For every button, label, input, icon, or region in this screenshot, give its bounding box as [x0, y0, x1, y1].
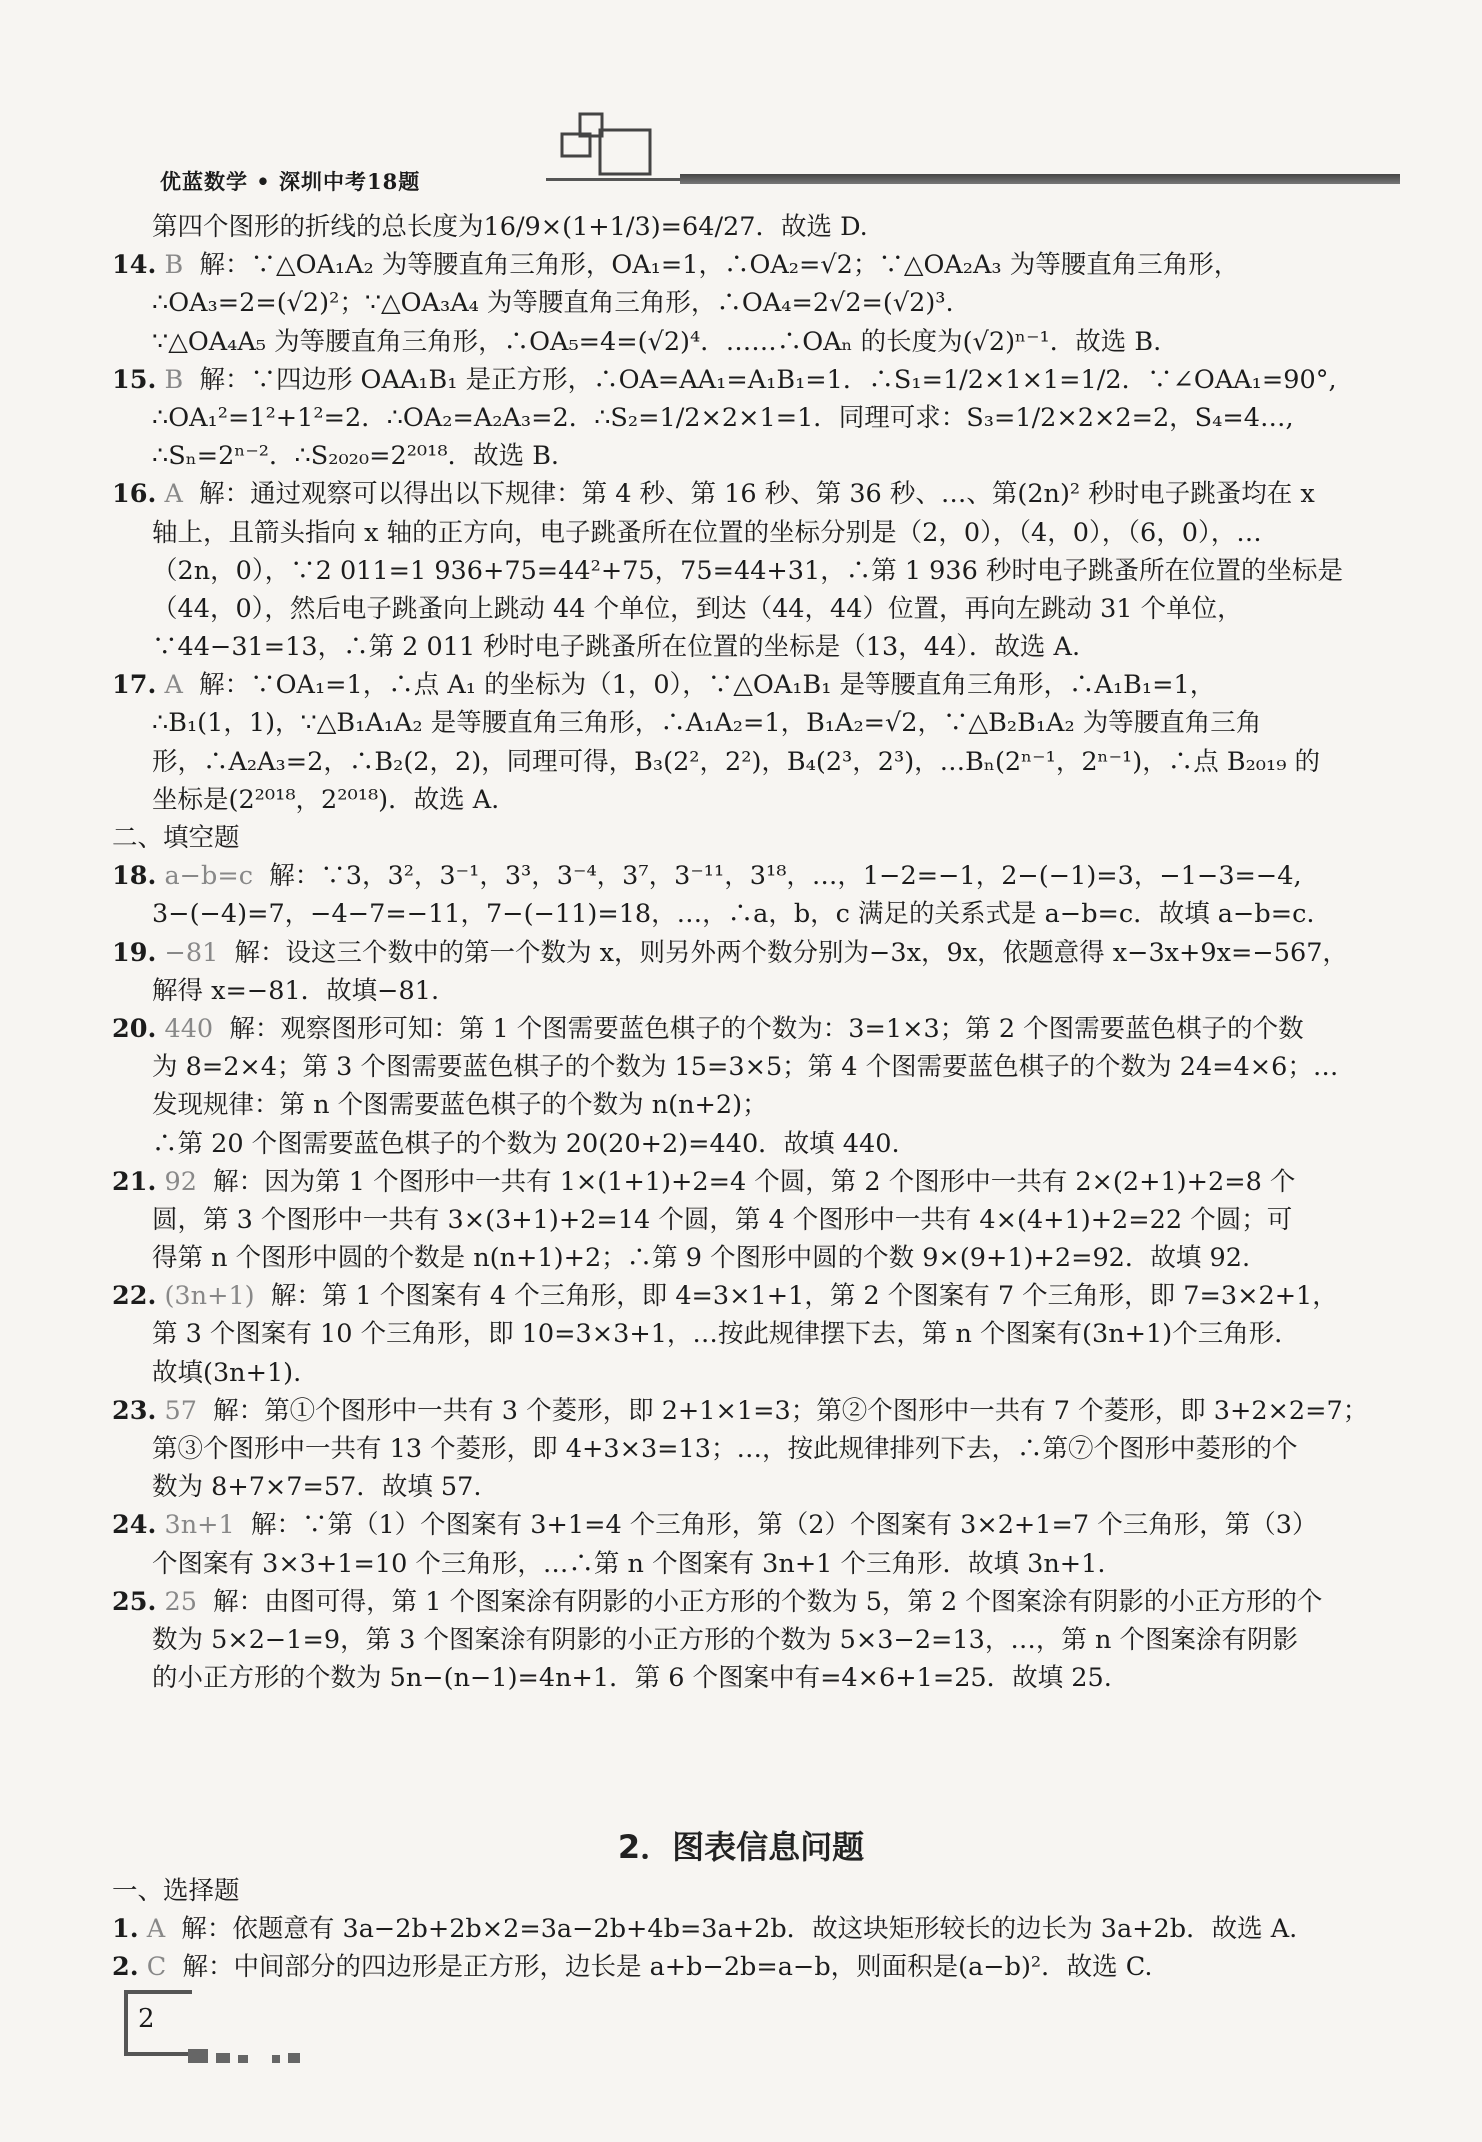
question-number: 24.: [112, 1510, 157, 1541]
solution-text: 形，∴A₂A₃=2，∴B₂(2，2)，同理可得，B₃(2²，2²)，B₄(2³，2³)，…Bₙ(2ⁿ⁻¹，2ⁿ⁻¹)，∴点 B₂₀₁₉ 的: [152, 746, 1321, 777]
solution-text: ∴OA₃=2=(√2)²；∵△OA₃A₄ 为等腰直角三角形，∴OA₄=2√2=(√2)³.: [152, 288, 954, 319]
text-line: [112, 1277, 1367, 1315]
question-number: 20.: [112, 1013, 157, 1044]
solutions-body-2: [112, 1872, 1367, 1987]
text-line: [112, 246, 1367, 284]
solution-text: 发现规律：第 n 个图需要蓝色棋子的个数为 n(n+2)；: [152, 1090, 768, 1121]
answer-label: B: [164, 364, 184, 395]
text-line: [152, 1354, 1367, 1392]
solution-text: 解：∵四边形 OAA₁B₁ 是正方形，∴OA=AA₁=A₁B₁=1．∴S₁=1/2×1×1=1/2．∵∠OAA₁=90°,: [199, 364, 1337, 395]
text-line: [112, 1872, 1367, 1910]
solution-text: ∵44−31=13，∴第 2 011 秒时电子跳蚤所在位置的坐标是（13，44）．故选 A.: [152, 632, 1081, 663]
text-line: [152, 323, 1367, 361]
solution-text: （2n，0），∵2 011=1 936+75=44²+75，75=44+31，∴第 1 936 秒时电子跳蚤所在位置的坐标是: [152, 555, 1343, 586]
answer-label: 3n+1: [164, 1510, 235, 1541]
question-number: 23.: [112, 1395, 157, 1426]
solution-text: 数为 8+7×7=57．故填 57.: [152, 1472, 482, 1503]
solution-text: 解得 x=−81．故填−81.: [152, 975, 440, 1006]
text-line: [152, 1201, 1367, 1239]
answer-label: a−b=c: [164, 861, 254, 892]
text-line: [152, 972, 1367, 1010]
text-line: [152, 1621, 1367, 1659]
text-line: [112, 1163, 1367, 1201]
answer-label: A: [164, 670, 183, 701]
text-line: [152, 1086, 1367, 1124]
text-line: [152, 1315, 1367, 1353]
text-line: [112, 475, 1367, 513]
solution-text: ∴OA₁²=1²+1²=2．∴OA₂=A₂A₃=2．∴S₂=1/2×2×1=1．同理可求：S₃=1/2×2×2=2，S₄=4…,: [152, 402, 1294, 433]
text-line: [152, 399, 1367, 437]
text-line: [112, 934, 1367, 972]
solution-text: 故填(3n+1).: [152, 1357, 302, 1388]
text-line: [112, 819, 1367, 857]
solution-text: 解：通过观察可以得出以下规律：第 4 秒、第 16 秒、第 36 秒、…、第(2n)² 秒时电子跳蚤均在 x: [199, 479, 1315, 510]
text-line: [152, 743, 1367, 781]
solution-text: ∴第 20 个图需要蓝色棋子的个数为 20(20+2)=440．故填 440.: [152, 1128, 900, 1159]
text-line: [112, 1948, 1367, 1986]
text-line: [152, 284, 1367, 322]
solution-text: 解：∵3，3²，3⁻¹，3³，3⁻⁴，3⁷，3⁻¹¹，3¹⁸，…，1−2=−1，2−(−1)=3，−1−3=−4,: [269, 861, 1302, 892]
page-number: 2: [138, 2004, 155, 2034]
solution-text: 个图案有 3×3+1=10 个三角形，…∴第 n 个图案有 3n+1 个三角形．故填 3n+1.: [152, 1548, 1106, 1579]
solution-text: 第 3 个图案有 10 个三角形，即 10=3×3+1，…按此规律摆下去，第 n 个图案有(3n+1)个三角形．: [152, 1319, 1300, 1350]
solution-text: 解：∵第（1）个图案有 3+1=4 个三角形，第（2）个图案有 3×2+1=7 个三角形，第（3）: [250, 1510, 1318, 1541]
solution-text: 数为 5×2−1=9，第 3 个图案涂有阴影的小正方形的个数为 5×3−2=13，…，第 n 个图案涂有阴影: [152, 1624, 1298, 1655]
solution-text: 第四个图形的折线的总长度为16/9×(1+1/3)=64/27．故选 D.: [152, 212, 868, 242]
answer-label: A: [164, 479, 183, 510]
text-line: [152, 781, 1367, 819]
text-line: [152, 1048, 1367, 1086]
solution-text: 坐标是(2²⁰¹⁸，2²⁰¹⁸)．故选 A.: [152, 784, 500, 815]
text-line: [152, 552, 1367, 590]
text-line: [152, 1659, 1367, 1697]
question-number: 25.: [112, 1586, 157, 1617]
text-line: [112, 1910, 1367, 1948]
text-line: [152, 628, 1367, 666]
solution-text: 解：∵△OA₁A₂ 为等腰直角三角形，OA₁=1，∴OA₂=√2；∵△OA₂A₃ 为等腰直角三角形，: [199, 250, 1240, 281]
answer-label: 92: [164, 1166, 197, 1197]
solution-text: ∴B₁(1，1)，∵△B₁A₁A₂ 是等腰直角三角形，∴A₁A₂=1，B₁A₂=√2，∵△B₂B₁A₂ 为等腰直角三角: [152, 708, 1262, 739]
text-line: [152, 704, 1367, 742]
solution-text: 解：第 1 个图案有 4 个三角形，即 4=3×1+1，第 2 个图案有 7 个三角形，即 7=3×2+1，: [270, 1281, 1338, 1312]
solution-text: 得第 n 个图形中圆的个数是 n(n+1)+2；∴第 9 个图形中圆的个数 9×(9+1)+2=92．故填 92.: [152, 1243, 1251, 1274]
solution-text: ∴Sₙ=2ⁿ⁻²．∴S₂₀₂₀=2²⁰¹⁸．故选 B.: [152, 441, 560, 472]
section-title: 2．图表信息问题: [617, 1828, 865, 1866]
question-number: 2.: [112, 1952, 139, 1983]
section-label: 一、选择题: [112, 1876, 240, 1906]
solution-text: 圆，第 3 个图形中一共有 3×(3+1)+2=14 个圆，第 4 个图形中一共有 4×(4+1)+2=22 个圆；可: [152, 1204, 1293, 1235]
text-line: [152, 1125, 1367, 1163]
question-number: 19.: [112, 937, 157, 968]
solution-text: 解：第①个图形中一共有 3 个菱形，即 2+1×1=3；第②个图形中一共有 7 个菱形，即 3+2×2=7；: [213, 1395, 1369, 1426]
text-line: [152, 1239, 1367, 1277]
page-number-box: [124, 1990, 192, 2056]
text-line: [112, 361, 1367, 399]
solutions-body: [112, 208, 1369, 1697]
section-label: 二、填空题: [112, 823, 240, 853]
text-line: [152, 514, 1367, 552]
question-number: 1.: [112, 1914, 139, 1945]
text-line: [152, 895, 1367, 933]
solution-text: 解：依题意有 3a−2b+2b×2=3a−2b+4b=3a+2b．故这块矩形较长的边长为 3a+2b．故选 A.: [181, 1914, 1298, 1945]
solution-text: 解：中间部分的四边形是正方形，边长是 a+b−2b=a−b，则面积是(a−b)²．故选 C.: [182, 1952, 1153, 1983]
text-line: [112, 1392, 1367, 1430]
solution-text: 第③个图形中一共有 13 个菱形，即 4+3×3=13；…，按此规律排列下去，∴第⑦个图形中菱形的个: [152, 1434, 1298, 1464]
question-number: 21.: [112, 1166, 157, 1197]
question-number: 16.: [112, 479, 157, 510]
solution-text: ∵△OA₄A₅ 为等腰直角三角形，∴OA₅=4=(√2)⁴．……∴OAₙ 的长度为(√2)ⁿ⁻¹．故选 B.: [152, 326, 1162, 357]
answer-label: −81: [164, 937, 219, 968]
solution-text: 解：因为第 1 个图形中一共有 1×(1+1)+2=4 个圆，第 2 个图形中一共有 2×(2+1)+2=8 个: [213, 1166, 1296, 1197]
solution-text: 解：观察图形可知：第 1 个图需要蓝色棋子的个数为：3=1×3；第 2 个图需要蓝色棋子的个数: [229, 1013, 1304, 1044]
solution-text: 解：设这三个数中的第一个数为 x，则另外两个数分别为−3x，9x，依题意得 x−3x+9x=−567，: [234, 937, 1348, 968]
solution-text: （44，0），然后电子跳蚤向上跳动 44 个单位，到达（44，44）位置，再向左跳动 31 个单位，: [152, 593, 1243, 624]
footer-decoration: [188, 2048, 308, 2067]
text-line: [112, 666, 1367, 704]
answer-label: 57: [164, 1395, 197, 1426]
solution-text: 3−(−4)=7，−4−7=−11，7−(−11)=18，…，∴a，b，c 满足的关系式是 a−b=c．故填 a−b=c.: [152, 899, 1315, 930]
answer-label: A: [146, 1914, 166, 1945]
header-rule: [680, 174, 1400, 184]
solution-text: 解：由图可得，第 1 个图案涂有阴影的小正方形的个数为 5，第 2 个图案涂有阴影的小正方形的个: [213, 1586, 1323, 1617]
header-title: 优蓝数学 • 深圳中考18题: [160, 169, 421, 194]
text-line: [112, 857, 1367, 895]
text-line: [152, 590, 1367, 628]
text-line: [112, 1583, 1367, 1621]
solution-text: 为 8=2×4；第 3 个图需要蓝色棋子的个数为 15=3×5；第 4 个图需要蓝色棋子的个数为 24=4×6；…: [152, 1052, 1339, 1083]
text-line: [152, 1468, 1367, 1506]
question-number: 15.: [112, 364, 157, 395]
solution-text: 轴上，且箭头指向 x 轴的正方向，电子跳蚤所在位置的坐标分别是（2，0），（4，0），（6，0），…: [152, 517, 1262, 548]
text-line: [112, 1010, 1367, 1048]
answer-label: 440: [164, 1013, 214, 1044]
text-line: [152, 437, 1367, 475]
answer-label: C: [146, 1952, 167, 1983]
answer-label: B: [164, 250, 184, 281]
answer-label: (3n+1): [164, 1281, 255, 1312]
answer-label: 25: [164, 1586, 197, 1617]
header-rule-thin: [546, 178, 686, 181]
solution-text: 解：∵OA₁=1，∴点 A₁ 的坐标为（1，0），∵△OA₁B₁ 是等腰直角三角形，∴A₁B₁=1，: [199, 670, 1216, 701]
text-line: [152, 1430, 1367, 1468]
header-logo: [560, 112, 680, 186]
question-number: 22.: [112, 1281, 157, 1312]
question-number: 18.: [112, 861, 157, 892]
text-line: [152, 1545, 1367, 1583]
text-line: [152, 208, 1367, 246]
solution-text: 的小正方形的个数为 5n−(n−1)=4n+1．第 6 个图案中有=4×6+1=25．故填 25.: [152, 1663, 1112, 1694]
question-number: 17.: [112, 670, 157, 701]
question-number: 14.: [112, 250, 157, 281]
text-line: [112, 1506, 1367, 1544]
